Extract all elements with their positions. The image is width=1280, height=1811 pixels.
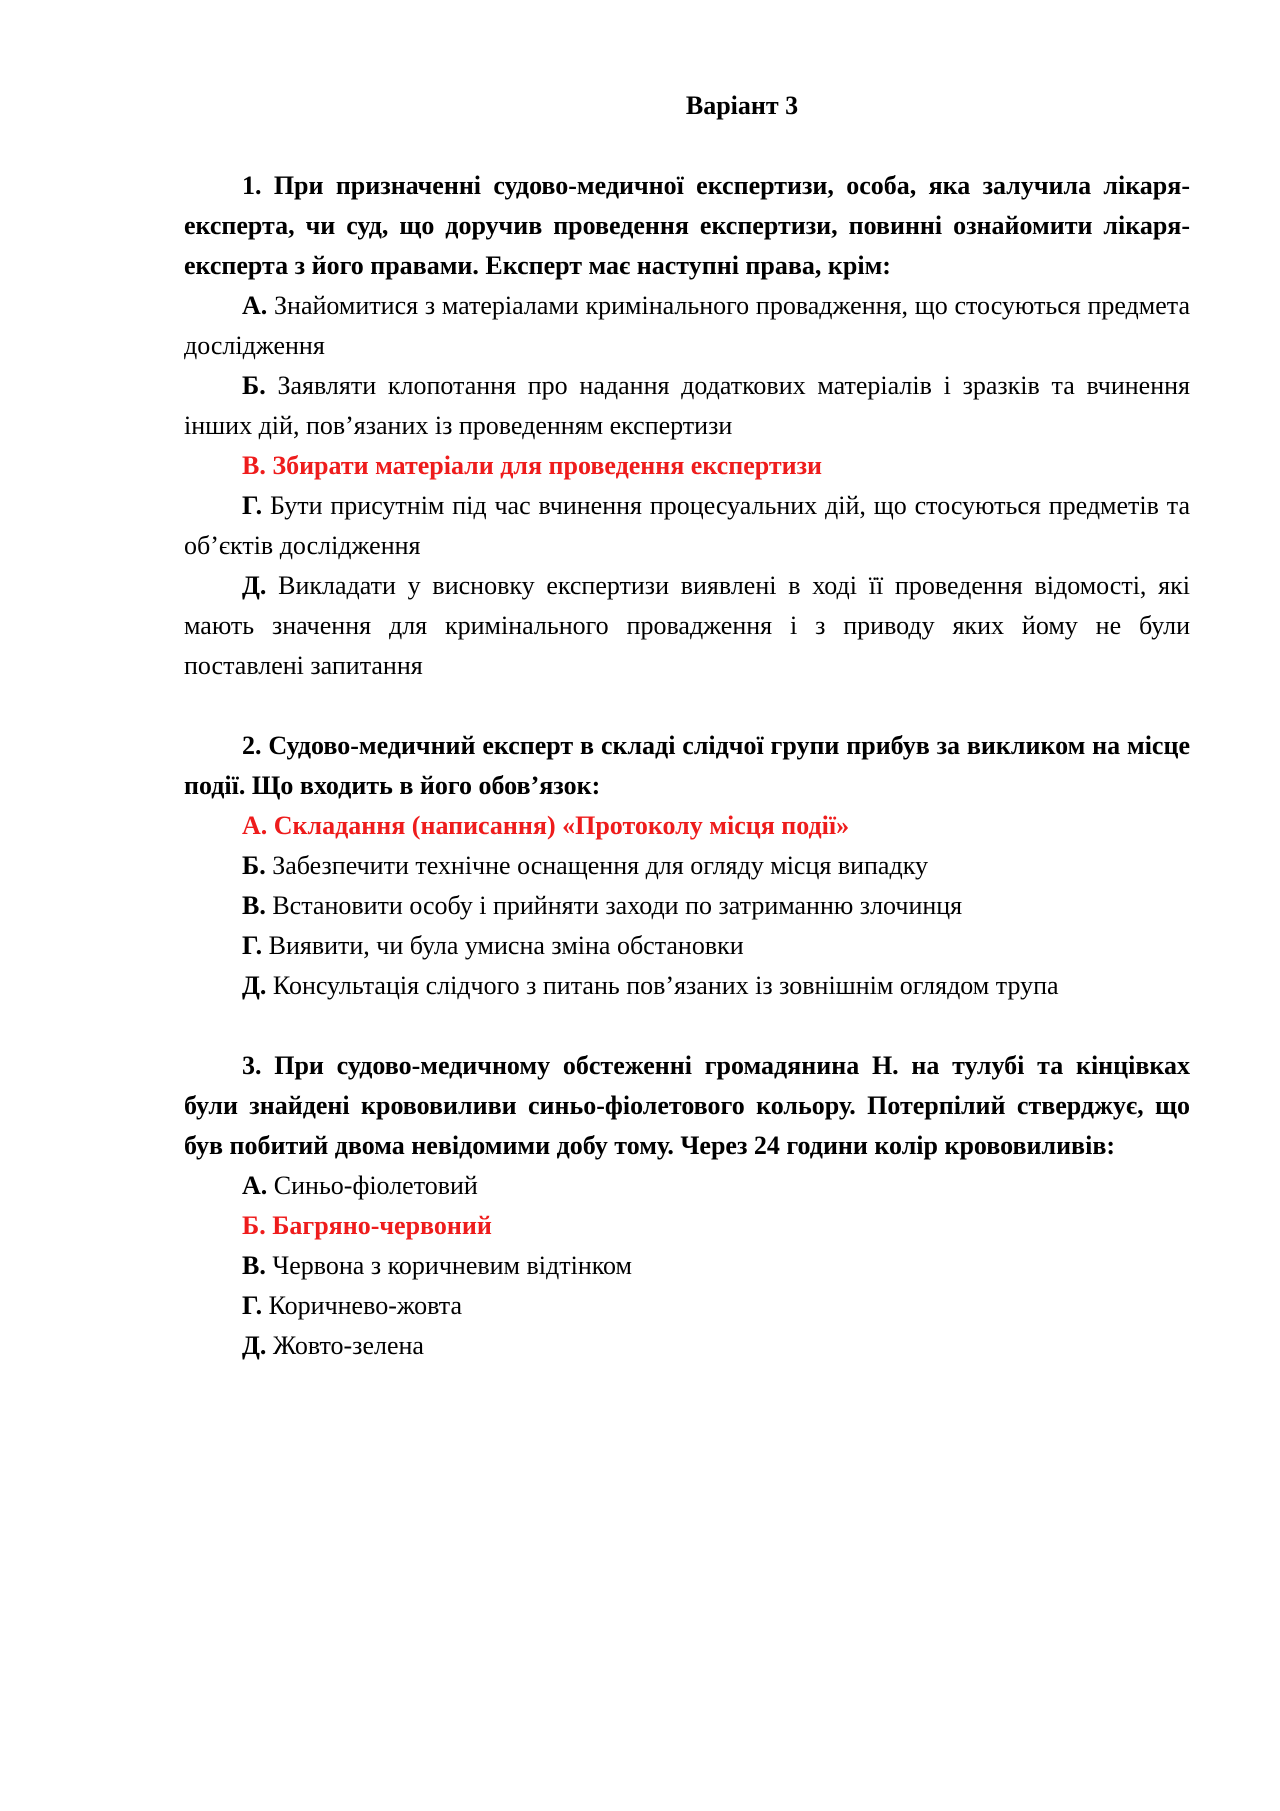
answer-option (184, 926, 1190, 966)
answer-option-correct (184, 1206, 1190, 1246)
question-block-1 (184, 166, 1190, 686)
answer-option (184, 1166, 1190, 1206)
answer-option (184, 1326, 1190, 1366)
option-text: Знайомитися з матеріалами кримінального провадження, що стосуються предмета дослідження (184, 291, 1190, 360)
option-text: Заявляти клопотання про надання додаткових матеріалів і зразків та вчинення інших дій, пов’язаних із проведенням експертизи (184, 371, 1190, 440)
answer-option (184, 486, 1190, 566)
question-text: 3. При судово-медичному обстеженні громадянина Н. на тулубі та кінцівках були знайдені крововиливи синьо-фіолетового кольору. Потерпілий стверджує, що був побитий двома невідомими добу тому. Через 24 години колір крововиливів: (184, 1051, 1190, 1160)
option-letter: А. (242, 291, 268, 320)
option-letter: В. (242, 1251, 266, 1280)
page-title: Варіант 3 (685, 91, 799, 120)
answer-option (184, 886, 1190, 926)
option-text: Жовто-зелена (266, 1331, 424, 1360)
option-text: Встановити особу і прийняти заходи по затриманню злочинця (265, 891, 963, 920)
option-text: Виявити, чи була умисна зміна обстановки (262, 931, 744, 960)
option-letter: Д. (242, 571, 267, 600)
option-letter: Г. (242, 1291, 263, 1320)
option-text: Забезпечити технічне оснащення для огляду місця випадку (265, 851, 928, 880)
option-text: Бути присутнім під час вчинення процесуальних дій, що стосуються предметів та об’єктів дослідження (184, 491, 1190, 560)
option-letter: В. (242, 451, 266, 480)
answer-option-correct (184, 806, 1190, 846)
answer-option (184, 846, 1190, 886)
option-letter: Д. (242, 971, 267, 1000)
option-letter: А. (242, 811, 268, 840)
option-letter: Б. (242, 1211, 266, 1240)
option-text: Багряно-червоний (265, 1211, 492, 1240)
answer-option (184, 286, 1190, 366)
option-text: Консультація слідчого з питань пов’язаних із зовнішнім оглядом трупа (266, 971, 1059, 1000)
option-letter: В. (242, 891, 266, 920)
option-text: Синьо-фіолетовий (267, 1171, 478, 1200)
answer-option (184, 566, 1190, 686)
option-text: Збирати матеріали для проведення експертизи (265, 451, 823, 480)
option-letter: Г. (242, 491, 263, 520)
answer-option (184, 1246, 1190, 1286)
answer-option (184, 966, 1190, 1006)
answer-option-correct (184, 446, 1190, 486)
option-letter: Б. (242, 851, 266, 880)
option-text: Коричнево-жовта (262, 1291, 463, 1320)
option-letter: Г. (242, 931, 263, 960)
option-letter: А. (242, 1171, 268, 1200)
spacer (184, 1006, 1190, 1046)
option-text: Складання (написання) «Протоколу місця події» (267, 811, 850, 840)
document-page (184, 86, 1190, 1366)
question-block-2 (184, 726, 1190, 1006)
answer-option (184, 366, 1190, 446)
spacer (184, 686, 1190, 726)
question-text: 1. При призначенні судово-медичної експертизи, особа, яка залучила лікаря-експерта, чи суд, що доручив проведення експертизи, повинні ознайомити лікаря-експерта з його правами. Експерт має наступні права, крім: (184, 171, 1190, 280)
option-letter: Б. (242, 371, 266, 400)
option-letter: Д. (242, 1331, 267, 1360)
option-text: Червона з коричневим відтінком (265, 1251, 633, 1280)
answer-option (184, 1286, 1190, 1326)
question-text: 2. Судово-медичний експерт в складі слідчої групи прибув за викликом на місце події. Що входить в його обов’язок: (184, 731, 1190, 800)
question-block-3 (184, 1046, 1190, 1366)
option-text: Викладати у висновку експертизи виявлені в ході її проведення відомості, які мають значення для кримінального провадження і з приводу яких йому не були поставлені запитання (184, 571, 1190, 680)
